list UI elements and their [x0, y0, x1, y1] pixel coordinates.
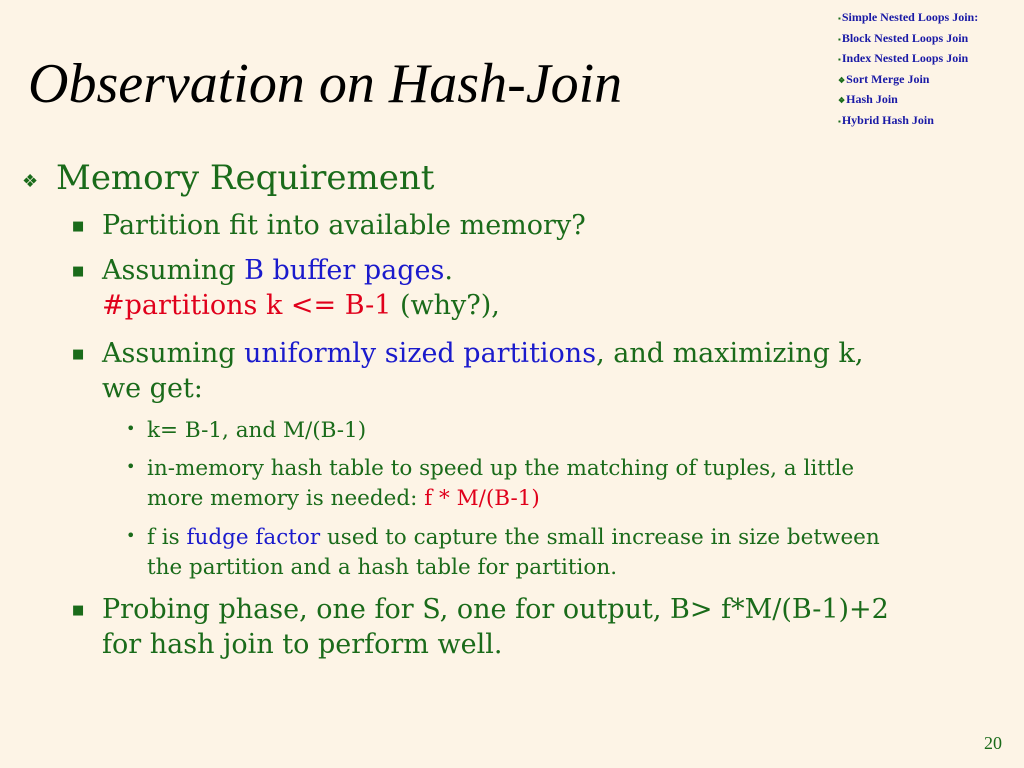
dot-bullet-icon: •	[126, 419, 136, 438]
diamond-bullet-icon: ❖	[22, 171, 39, 192]
subbullet-k-value: k= B-1, and M/(B-1)	[147, 418, 367, 443]
square-bullet-icon: ▪	[838, 34, 841, 44]
bullet-uniform-partitions: Assuming uniformly sized partitions, and maximizing k, we get:	[102, 338, 864, 404]
toc-item: ❖Hash Join	[838, 92, 898, 106]
page-number: 20	[984, 733, 1002, 753]
square-bullet-icon: ▪	[838, 116, 841, 126]
square-bullet-icon: ▪	[838, 55, 841, 64]
toc-item: ❖Sort Merge Join	[838, 71, 930, 86]
square-bullet-icon: ■	[72, 264, 85, 279]
square-bullet-icon: ▪	[838, 14, 841, 23]
square-bullet-icon: ■	[72, 603, 85, 618]
dot-bullet-icon: •	[126, 457, 136, 476]
subbullet-in-memory-hash: in-memory hash table to speed up the matching of tuples, a little more memory is needed: f * M/(B-1)	[147, 456, 855, 511]
toc-list	[838, 8, 978, 131]
square-bullet-icon: ■	[72, 219, 85, 234]
bullet-probing-phase: Probing phase, one for S, one for output, B> f*M/(B-1)+2 for hash join to perform well.	[102, 594, 889, 660]
slide-title: Observation on Hash-Join	[28, 53, 623, 115]
bullet-assuming-buffers: Assuming B buffer pages. #partitions k <= B-1 (why?),	[102, 255, 500, 321]
bullet-partition-fit: Partition fit into available memory?	[102, 210, 586, 241]
toc-item: ▪Index Nested Loops Join	[838, 51, 969, 65]
diamond-bullet-icon: ❖	[838, 96, 846, 105]
diamond-bullet-icon: ❖	[838, 75, 846, 85]
dot-bullet-icon: •	[126, 526, 136, 545]
square-bullet-icon: ■	[72, 347, 85, 362]
toc-item: ▪Simple Nested Loops Join:	[838, 10, 979, 24]
bullet-memory-requirement: Memory Requirement	[56, 158, 435, 198]
toc-item: ▪Hybrid Hash Join	[838, 112, 934, 127]
subbullet-fudge-factor: f is fudge factor used to capture the small increase in size between the partition and a hash table for partition.	[147, 525, 880, 580]
toc-item: ▪Block Nested Loops Join	[838, 30, 969, 45]
